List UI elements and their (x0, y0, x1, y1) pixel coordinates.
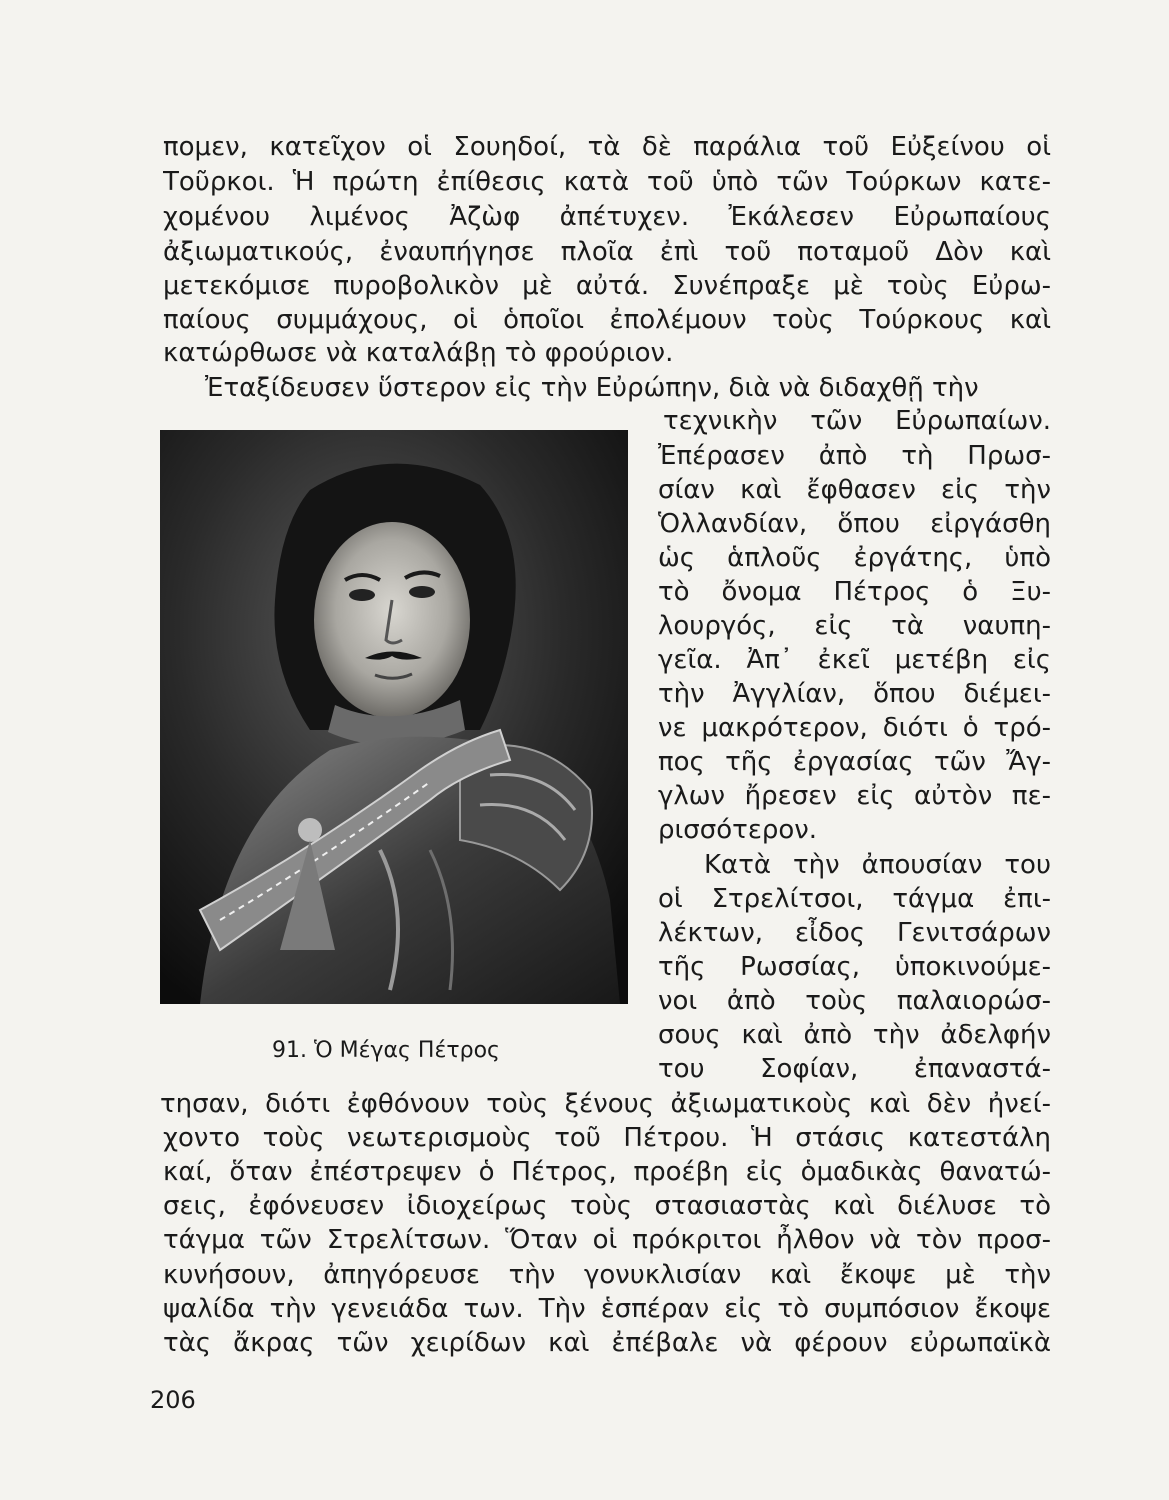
text-line: καί, ὅταν ἐπέστρεψεν ὁ Πέτρος, προέβη εἰς ὁμαδικὰς θανατώ- (163, 1157, 1051, 1187)
page-number: 206 (150, 1386, 196, 1414)
text-line: χομένου λιμένος Ἀζὼφ ἀπέτυχεν. Ἐκάλεσεν Εὐρωπαίους (163, 202, 1051, 232)
text-line: σους καὶ ἀπὸ τὴν ἀδελφήν (658, 1020, 1051, 1050)
portrait-illustration (160, 430, 628, 1004)
figure-caption: 91. Ὁ Μέγας Πέτρος (272, 1038, 500, 1063)
text-line: πομεν, κατεῖχον οἱ Σουηδοί, τὰ δὲ παράλια τοῦ Εὐξείνου οἱ (163, 132, 1051, 162)
text-line: χοντο τοὺς νεωτερισμοὺς τοῦ Πέτρου. Ἡ στάσις κατεστάλη (163, 1123, 1051, 1153)
text-line: τὴν Ἀγγλίαν, ὅπου διέμει- (658, 679, 1051, 709)
text-line: κατώρθωσε νὰ καταλάβῃ τὸ φρούριον. (163, 338, 674, 368)
portrait-of-peter-the-great (160, 430, 628, 1004)
text-line: παίους συμμάχους, οἱ ὁποῖοι ἐπολέμουν τοὺς Τούρκους καὶ (163, 305, 1051, 335)
text-line: ὡς ἁπλοῦς ἐργάτης, ὑπὸ (658, 543, 1051, 573)
text-line: γεῖα. Ἀπ᾽ ἐκεῖ μετέβη εἰς (658, 645, 1051, 675)
paragraph-start-line: Ἐταξίδευσεν ὕστερον εἰς τὴν Εὐρώπην, διὰ νὰ διδαχθῇ τὴν (205, 373, 979, 403)
text-line: σίαν καὶ ἔφθασεν εἰς τὴν (658, 475, 1051, 505)
text-line: ψαλίδα τὴν γενειάδα των. Τὴν ἑσπέραν εἰς τὸ συμπόσιον ἔκοψε (163, 1294, 1051, 1324)
text-line: τῆς Ρωσσίας, ὑποκινούμε- (658, 952, 1051, 982)
text-line: τάγμα τῶν Στρελίτσων. Ὅταν οἱ πρόκριτοι ἦλθον νὰ τὸν προσ- (163, 1225, 1051, 1255)
text-line: Ὁλλανδίαν, ὅπου εἰργάσθη (658, 509, 1051, 539)
text-line: μετεκόμισε πυροβολικὸν μὲ αὐτά. Συνέπραξε μὲ τοὺς Εὐρω- (163, 271, 1051, 301)
text-line: τὰς ἄκρας τῶν χειρίδων καὶ ἐπέβαλε νὰ φέρουν εὐρωπαϊκὰ (163, 1328, 1051, 1358)
text-line: τεχνικὴν τῶν Εὐρωπαίων. (663, 406, 1051, 436)
text-line: νοι ἀπὸ τοὺς παλαιορώσ- (658, 986, 1051, 1016)
text-line: γλων ἤρεσεν εἰς αὐτὸν πε- (658, 781, 1051, 811)
text-line: πος τῆς ἐργασίας τῶν Ἄγ- (658, 747, 1051, 777)
text-line: του Σοφίαν, ἐπαναστά- (658, 1054, 1051, 1084)
text-line: ἀξιωματικούς, ἐναυπήγησε πλοῖα ἐπὶ τοῦ ποταμοῦ Δὸν καὶ (163, 237, 1051, 267)
text-line: τησαν, διότι ἐφθόνουν τοὺς ξένους ἀξιωματικοὺς καὶ δὲν ἠνεί- (160, 1089, 1051, 1119)
text-line: λουργός, εἰς τὰ ναυπη- (658, 611, 1051, 641)
text-line: τὸ ὄνομα Πέτρος ὁ Ξυ- (658, 577, 1051, 607)
text-line: Τοῦρκοι. Ἡ πρώτη ἐπίθεσις κατὰ τοῦ ὑπὸ τῶν Τούρκων κατε- (163, 167, 1051, 197)
text-line: νε μακρότερον, διότι ὁ τρό- (658, 713, 1051, 743)
text-line: κυνήσουν, ἀπηγόρευσε τὴν γονυκλισίαν καὶ ἔκοψε μὲ τὴν (163, 1260, 1051, 1290)
text-line: Ἐπέρασεν ἀπὸ τὴ Πρωσ- (658, 441, 1051, 471)
text-line: λέκτων, εἶδος Γενιτσάρων (658, 918, 1051, 948)
paragraph-start-line: Κατὰ τὴν ἀπουσίαν του (704, 850, 1051, 880)
text-line: οἱ Στρελίτσοι, τάγμα ἐπι- (658, 884, 1051, 914)
text-line: ρισσότερον. (658, 815, 818, 845)
text-line: σεις, ἐφόνευσεν ἰδιοχείρως τοὺς στασιαστὰς καὶ διέλυσε τὸ (163, 1191, 1051, 1221)
